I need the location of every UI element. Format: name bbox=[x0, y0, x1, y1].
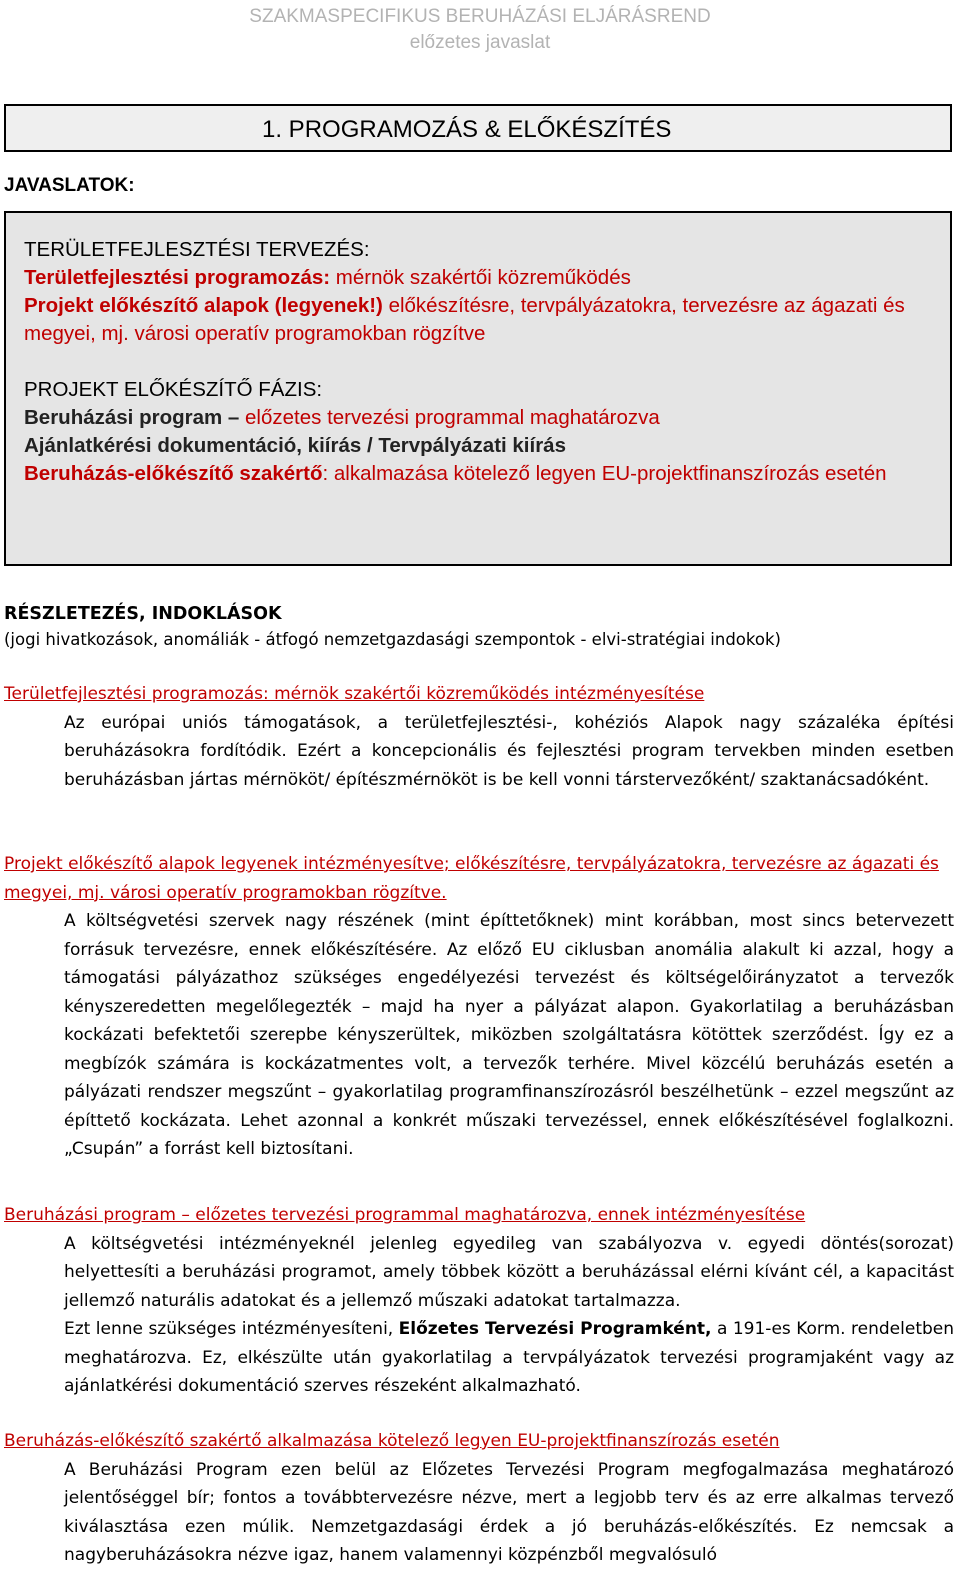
bp-rest: előzetes tervezési programmal maghatározva bbox=[245, 406, 660, 429]
bsz-bold: Beruházás-előkészítő szakértő bbox=[24, 462, 323, 485]
p2-c: a 191-es Korm. rendeletben meghatározva. Ez, elkészülte után gyakorlatilag a tervpályázatok tervezési programjaként vagy az ajánlatkérési dokumentáció szerves részeként alkalmazható. bbox=[64, 1319, 955, 1396]
section-4-paragraph: A Beruházási Program ezen belül az Előzetes Tervezési Program megfogalmazása meghatározó jelentőséggel bír; fontos a továbbtervezésre nézve, mert a legjobb terv és az erre alkalmas tervező kiválasztása ezen múlik. Nemzetgazdasági érdek a jó beruházás-előkészítés. Ez nemcsak a nagyberuházásokra nézve igaz, hanem valamennyi közpénzből megvalósuló bbox=[64, 1459, 954, 1565]
section-title: 1. PROGRAMOZÁS & ELŐKÉSZÍTÉS bbox=[262, 116, 672, 143]
p2-a: Ezt lenne szükséges intézményesíteni, bbox=[64, 1319, 399, 1339]
header-title: SZAKMASPECIFIKUS BERUHÁZÁSI ELJÁRÁSREND bbox=[249, 6, 711, 27]
fazis-heading: PROJEKT ELŐKÉSZÍTŐ FÁZIS: bbox=[24, 378, 323, 401]
details-subtitle: (jogi hivatkozások, anomáliák - átfogó nemzetgazdasági szempontok - elvi-stratégiai indokok) bbox=[4, 630, 781, 649]
details-heading-block bbox=[4, 601, 954, 653]
pe-bold: Projekt előkészítő alapok (legyenek!) bbox=[24, 294, 383, 317]
bsz-rest: : alkalmazása kötelező legyen EU-projektfinanszírozás esetén bbox=[322, 462, 887, 485]
section-2 bbox=[4, 850, 954, 1164]
proposals-content bbox=[24, 236, 936, 488]
pe-line bbox=[24, 292, 936, 348]
tp-rest: mérnök szakértői közreműködés bbox=[330, 266, 631, 289]
bp-bold: Beruházási program – bbox=[24, 406, 246, 429]
p2-b: Előzetes Tervezési Programként, bbox=[398, 1319, 712, 1339]
tp-line bbox=[24, 264, 936, 292]
header-subtitle: előzetes javaslat bbox=[409, 32, 551, 53]
bsz-line bbox=[24, 460, 936, 488]
section-2-paragraph: A költségvetési szervek nagy részének (mint építtetőknek) mint korábban, most sincs betervezett forrásuk tervezésre, ennek előkészítésére. Az előző EU ciklusban anomália alakult ki azzal, hogy a támogatási pályázathoz szükséges engedélyezési tervezést és költségelőirányzatot a tervezők kényszeredetten megelőlegezték – majd ha nyer a pályázat alapon. Gyakorlatilag a beruházásban kockázati befektetői szerepbe kényszerültek, miközben szolgáltatásra kötöttek szerződést. Így ez a megbízók számára is kockázatmentes volt, a tervezők terhére. Mivel közcélú beruházás esetén a pályázati rendszer megszűnt – gyakorlatilag programfinanszírozásról beszélhetünk – ezzel megszűnt az építtető kockázata. Lehet azonnal a konkrét műszaki tervezéssel, ennek előkészítésével foglalkozni. „Csupán” a forrást kell biztosítani. bbox=[64, 911, 954, 1159]
javaslatok-label: JAVASLATOK: bbox=[4, 175, 135, 196]
section-1-title: Területfejlesztési programozás: mérnök szakértői közreműködés intézményesítése bbox=[4, 684, 705, 704]
section-1 bbox=[4, 680, 954, 794]
document-header bbox=[0, 4, 960, 56]
bp-line bbox=[24, 404, 936, 432]
section-4-title: Beruházás-előkészítő szakértő alkalmazása kötelező legyen EU-projektfinanszírozás esetén bbox=[4, 1431, 780, 1451]
section-3 bbox=[4, 1201, 954, 1401]
section-3-paragraph-2 bbox=[64, 1315, 954, 1401]
section-1-paragraph: Az európai uniós támogatások, a területfejlesztési-, kohéziós Alapok nagy százaléka építési beruházásokra fordítódik. Ezért a koncepcionális és fejlesztési program tervekben minden esetben beruházásban jártas mérnököt/ építészmérnököt is be kell vonni társtervezőként/ szaktanácsadóként. bbox=[64, 712, 954, 790]
section-3-title: Beruházási program – előzetes tervezési programmal maghatározva, ennek intézményesítése bbox=[4, 1205, 806, 1225]
section-4 bbox=[4, 1427, 954, 1570]
section-title-box bbox=[4, 104, 952, 152]
pe-rest: előkészítésre, tervpályázatokra, tervezésre az ágazati és megyei, mj. városi operatív programokban rögzítve bbox=[24, 294, 905, 345]
terv-heading: TERÜLETFEJLESZTÉSI TERVEZÉS: bbox=[24, 238, 370, 261]
section-3-paragraph-1: A költségvetési intézményeknél jelenleg egyedileg van szabályozva v. egyedi döntés(sorozat) helyettesíti a beruházási programot, amely többek között a beruházással elérni kívánt cél, a kapacitást jellemző naturális adatokat és a jellemző műszaki adatokat tartalmazza. bbox=[64, 1233, 954, 1311]
proposals-box bbox=[4, 211, 952, 566]
details-heading: RÉSZLETEZÉS, INDOKLÁSOK bbox=[4, 604, 282, 624]
section-2-title: Projekt előkészítő alapok legyenek intézményesítve; előkészítésre, tervpályázatokra, tervezésre az ágazati és megyei, mj. városi operatív programokban rögzítve. bbox=[4, 854, 939, 903]
tp-bold: Területfejlesztési programozás: bbox=[24, 266, 331, 289]
ajanlat-line: Ajánlatkérési dokumentáció, kiírás / Tervpályázati kiírás bbox=[24, 434, 566, 457]
